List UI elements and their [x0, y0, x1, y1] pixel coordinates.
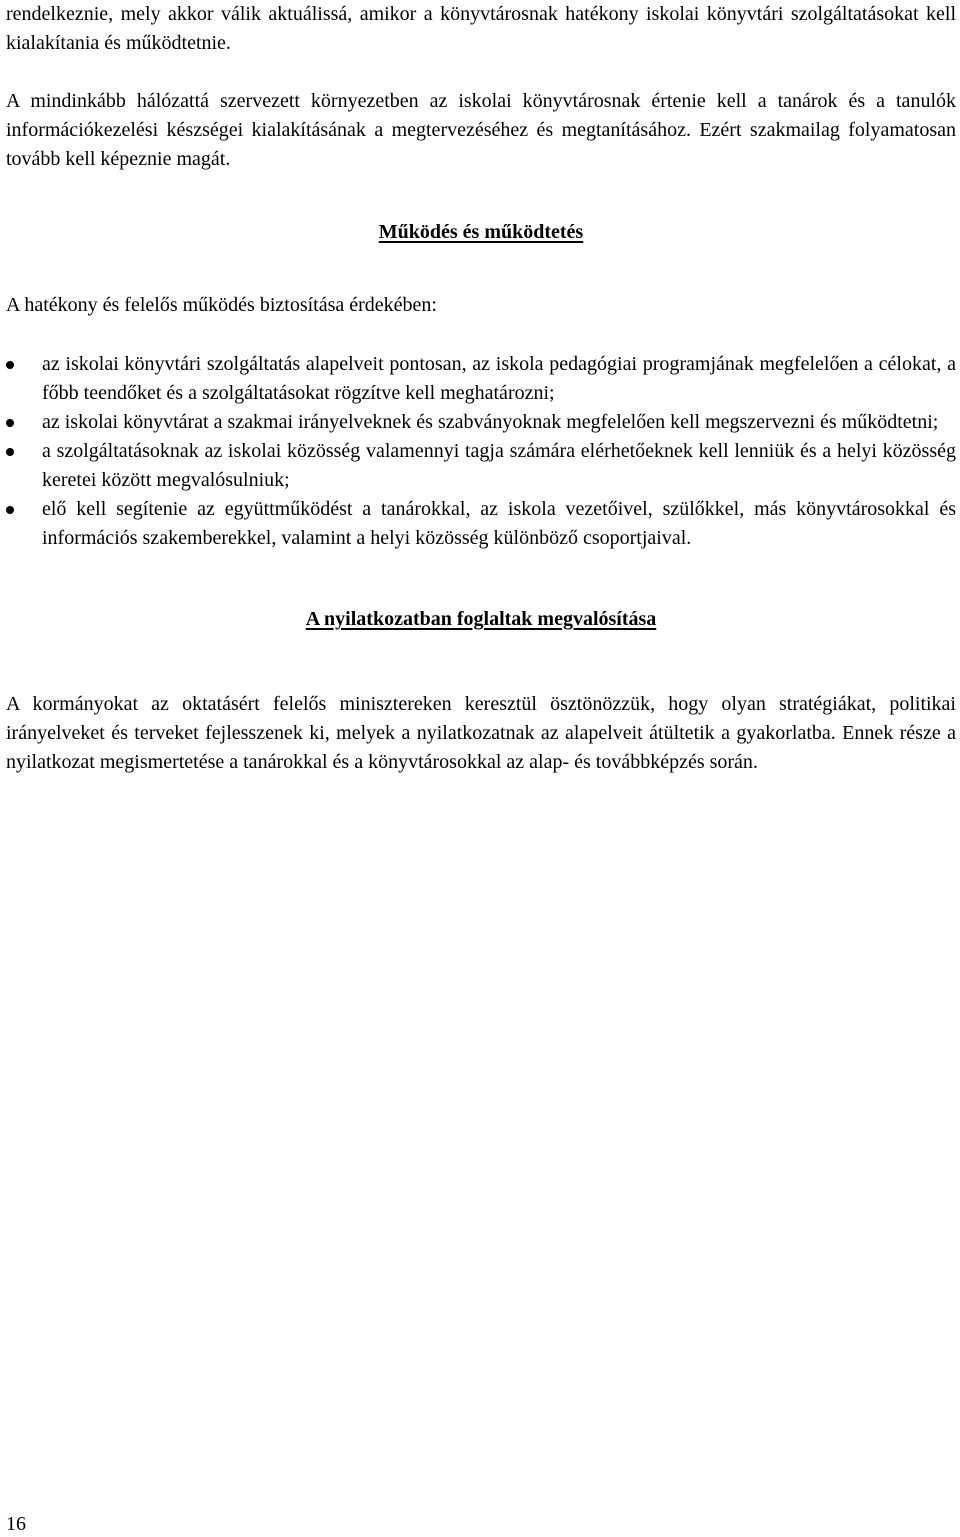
bullet-icon [6, 419, 14, 427]
page-number: 16 [6, 1513, 26, 1535]
section-intro: A hatékony és felelős működés biztosítása érdekében: [6, 294, 437, 316]
list-item-text: az iskolai könyvtárat a szakmai irányelveknek és szabványoknak megfelelően kell megszervezni és működtetni; [42, 411, 939, 433]
list-item [6, 408, 956, 437]
paragraph-implementation: A kormányokat az oktatásért felelős minisztereken keresztül ösztönözzük, hogy olyan stratégiákat, politikai irányelveket és terveket fejlesszenek ki, melyek a nyilatkozatnak az alapelveit átültetik a gyakorlatba. Ennek része a nyilatkozat megismertetése a tanárokkal és a könyvtárosokkal az alap- és továbbképzés során. [6, 693, 956, 773]
section-heading-implementation: A nyilatkozatban foglaltak megvalósítása [305, 608, 657, 630]
bullet-icon [6, 361, 14, 369]
list-item [6, 350, 956, 408]
section-heading-operation: Működés és működtetés [378, 221, 584, 243]
bullet-icon [6, 506, 14, 514]
bullet-icon [6, 448, 14, 456]
bullet-list [6, 350, 956, 553]
list-item [6, 437, 956, 495]
paragraph-librarian-training: A mindinkább hálózattá szervezett környezetben az iskolai könyvtárosnak értenie kell a tanárok és a tanulók információkezelési készségei kialakításának a megtervezéséhez és megtanításához. Ezért szakmailag folyamatosan tovább kell képeznie magát. [6, 90, 956, 170]
paragraph-continuation: rendelkeznie, mely akkor válik aktuálissá, amikor a könyvtárosnak hatékony iskolai könyvtári szolgáltatásokat kell kialakítania és működtetnie. [6, 3, 956, 54]
list-item [6, 495, 956, 553]
list-item-text: a szolgáltatásoknak az iskolai közösség valamennyi tagja számára elérhetőeknek kell lenniük és a helyi közösség keretei között megvalósulniuk; [42, 440, 956, 491]
list-item-text: elő kell segítenie az együttműködést a tanárokkal, az iskola vezetőivel, szülőkkel, más könyvtárosokkal és információs szakemberekkel, valamint a helyi közösség különböző csoportjaival. [42, 498, 956, 549]
document-page [6, 0, 956, 777]
list-item-text: az iskolai könyvtári szolgáltatás alapelveit pontosan, az iskola pedagógiai programjának megfelelően a célokat, a főbb teendőket és a szolgáltatásokat rögzítve kell meghatározni; [42, 353, 956, 404]
